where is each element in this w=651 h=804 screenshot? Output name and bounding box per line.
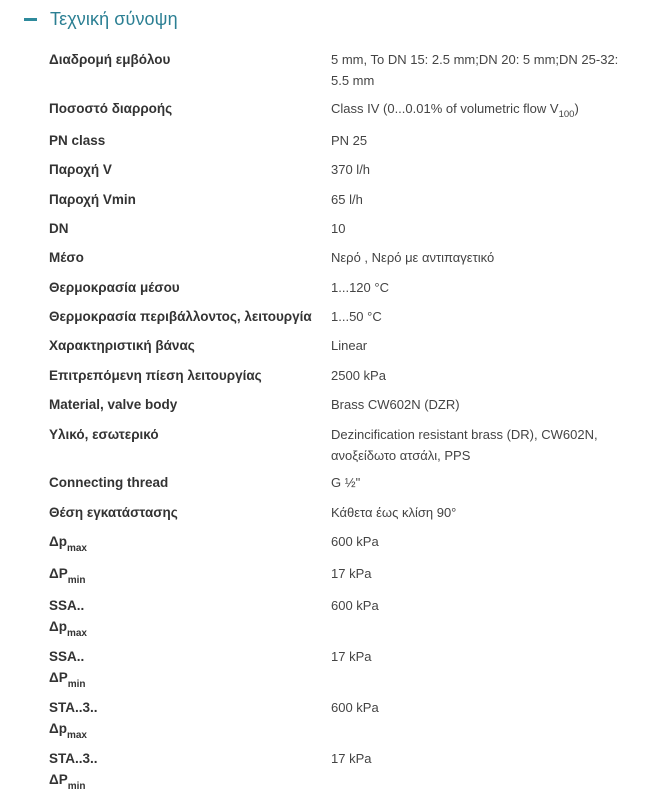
spec-label: PN class (49, 133, 106, 148)
section-header[interactable] (24, 9, 178, 30)
spec-value: 1...120 °C (331, 280, 389, 295)
spec-value: 17 kPa (331, 649, 372, 664)
spec-label: Διαδρομή εμβόλου (49, 52, 171, 67)
spec-value-end: ) (574, 101, 579, 116)
spec-label-prefix: SSA.. (49, 598, 85, 613)
spec-value: Κάθετα έως κλίση 90° (331, 505, 457, 520)
spec-label-subscript: min (67, 575, 86, 586)
spec-label-subscript: min (67, 781, 86, 792)
spec-label: Παροχή Vmin (49, 192, 136, 207)
spec-value-text: Class IV (0...0.01% of volumetric flow V (331, 101, 559, 116)
spec-value: Linear (331, 338, 368, 353)
spec-label-symbol: ΔP (49, 670, 68, 685)
spec-label (49, 748, 319, 797)
spec-value: PN 25 (331, 133, 368, 148)
spec-label-symbol: Δp (49, 619, 67, 634)
spec-label: Υλικό, εσωτερικό (49, 427, 159, 442)
spec-value: Νερό , Νερό με αντιπαγετικό (331, 250, 495, 265)
spec-value: Brass CW602N (DZR) (331, 397, 460, 412)
spec-label: Material, valve body (49, 397, 178, 412)
spec-label: DN (49, 221, 69, 236)
spec-label-symbol: Δp (49, 721, 67, 736)
spec-label (49, 697, 319, 746)
spec-label-prefix: STA..3.. (49, 751, 98, 766)
spec-value: 10 (331, 221, 346, 236)
spec-value: 65 l/h (331, 192, 363, 207)
spec-label: Θερμοκρασία μέσου (49, 280, 180, 295)
spec-label-symbol: Δp (49, 534, 67, 549)
spec-value-subscript: 100 (558, 109, 575, 120)
spec-label-prefix: STA..3.. (49, 700, 98, 715)
spec-value: 1...50 °C (331, 309, 382, 324)
spec-label (49, 531, 319, 559)
spec-label-subscript: max (66, 628, 87, 639)
spec-label: Μέσο (49, 250, 84, 265)
section-title: Τεχνική σύνοψη (50, 9, 178, 29)
spec-label: Παροχή V (49, 162, 112, 177)
spec-label: Connecting thread (49, 475, 169, 490)
spec-value: 17 kPa (331, 566, 372, 581)
spec-value: 600 kPa (331, 700, 379, 715)
collapse-minus-icon[interactable] (24, 18, 37, 21)
spec-value: G ½" (331, 475, 361, 490)
spec-label-subscript: min (67, 679, 86, 690)
spec-label-subscript: max (66, 543, 87, 554)
spec-label-symbol: ΔP (49, 566, 68, 581)
spec-value (331, 98, 631, 125)
spec-label (49, 646, 319, 695)
spec-value: 2500 kPa (331, 368, 386, 383)
spec-label: Ποσοστό διαρροής (49, 101, 173, 116)
spec-label (49, 595, 319, 644)
spec-value: 600 kPa (331, 598, 379, 613)
spec-label: Χαρακτηριστική βάνας (49, 338, 195, 353)
spec-label: Θέση εγκατάστασης (49, 505, 178, 520)
spec-value: 370 l/h (331, 162, 371, 177)
spec-label-subscript: max (66, 730, 87, 741)
spec-label-prefix: SSA.. (49, 649, 85, 664)
spec-label (49, 563, 319, 591)
spec-value: Dezincification resistant brass (DR), CW602N, ανοξείδωτο ατσάλι, PPS (331, 427, 598, 463)
spec-value: 5 mm, To DN 15: 2.5 mm;DN 20: 5 mm;DN 25-32: 5.5 mm (331, 52, 619, 88)
spec-label: Επιτρεπόμενη πίεση λειτουργίας (49, 368, 262, 383)
spec-label-symbol: ΔP (49, 772, 68, 787)
spec-label: Θερμοκρασία περιβάλλοντος, λειτουργία (49, 309, 312, 324)
spec-value: 17 kPa (331, 751, 372, 766)
spec-value: 600 kPa (331, 534, 379, 549)
